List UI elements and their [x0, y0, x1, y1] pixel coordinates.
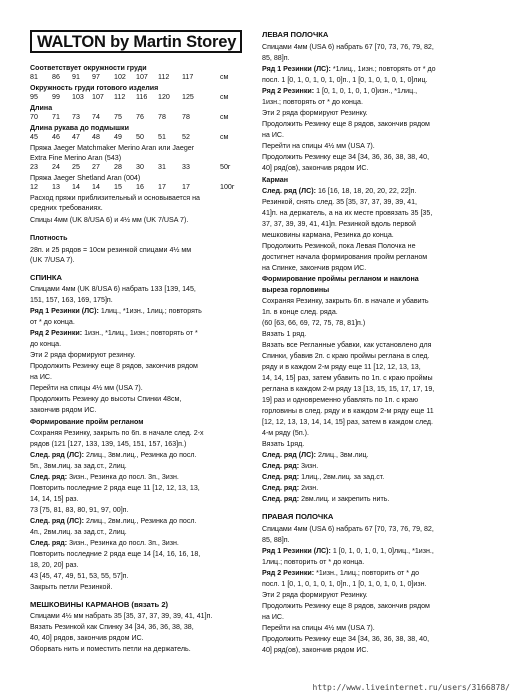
right-front-line: Эти 2 ряда формируют Резинку.	[262, 591, 368, 599]
pocket-line: Оборвать нить и поместить петли на держатель.	[30, 645, 191, 653]
raglan-line: 5п., 3вм.лиц. за зад.ст., 2лиц.	[30, 462, 127, 470]
size-cell: 49	[114, 133, 122, 141]
left-front-line: Продолжить Резинку еще 34 [34, 36, 36, 38, 38, 40,	[262, 153, 430, 161]
back-line: Перейти на спицы 4½ мм (USA 7).	[30, 384, 143, 392]
size-cell: 50	[136, 133, 144, 141]
size-cell: 47	[72, 133, 80, 141]
armhole-line: След. ряд: 1лиц., 2вм.лиц. за зад.ст.	[262, 473, 385, 481]
pocket-line: 37, 37, 39, 39, 41, 41]п. Резинкой вдоль первой	[262, 220, 416, 228]
armhole-line: Спинки, убавив 2п. с краю проймы реглана в след.	[262, 352, 430, 360]
pocket-line: достигнет начала формирования пройм регланом	[262, 253, 428, 261]
size-cell: 50г	[220, 163, 231, 171]
size-cell: 112	[158, 73, 170, 81]
left-front-line: 1изн.; повторять от * до конца.	[262, 98, 363, 106]
size-cell: 48	[92, 133, 100, 141]
size-cell: 74	[92, 113, 100, 121]
size-cell: 12	[30, 183, 38, 191]
left-front-line: Перейти на спицы 4½ мм (USA 7).	[262, 142, 375, 150]
raglan-heading: Формирование пройм регланом	[30, 418, 144, 426]
left-front-line: Спицами 4мм (USA 6) набрать 67 [70, 73, 76, 79, 82,	[262, 43, 434, 51]
size-cell: 112	[114, 93, 126, 101]
size-cell: 73	[72, 113, 80, 121]
gauge-line: 28п. и 25 рядов = 10см резинкой спицами 4½ мм	[30, 246, 192, 254]
size-cell: 17	[182, 183, 190, 191]
size-cell: 33	[182, 163, 190, 171]
sleeve-heading: Длина рукава до подмышки	[30, 124, 129, 132]
left-front-line: Эти 2 ряда формируют Резинку.	[262, 109, 368, 117]
size-cell: см	[220, 93, 229, 101]
armhole-line: (60 [63, 66, 69, 72, 75, 78, 81]п.)	[262, 319, 366, 327]
needles-line: Спицы 4мм (UK 8/USA 6) и 4½ мм (UK 7/USA 7).	[30, 216, 189, 224]
size-cell: 70	[30, 113, 38, 121]
back-line: закончив рядом ИС.	[30, 406, 97, 414]
size-cell: 120	[158, 93, 170, 101]
left-front-line: 40] ряд(ов), закончив рядом ИС.	[262, 164, 369, 172]
armhole-line: След. ряд: 2изн.	[262, 484, 319, 492]
right-front-line: 40] ряд(ов), закончив рядом ИС.	[262, 646, 369, 654]
right-front-line: Ряд 2 Резинки: *1изн., 1лиц.; повторить от * до	[262, 569, 420, 577]
raglan-line: 43 [45, 47, 49, 51, 53, 55, 57]п.	[30, 572, 129, 580]
armhole-line: горловины в след. ряду и в каждом 2-м ряду еще 11	[262, 407, 434, 415]
size-cell: 45	[30, 133, 38, 141]
pocket-line: мешковины кармана, Резинка до конца.	[262, 231, 394, 239]
size-cell: 13	[52, 183, 60, 191]
size-cell: 99	[52, 93, 60, 101]
back-line: Ряд 2 Резинки: 1изн., *1лиц., 1изн.; повторять от *	[30, 329, 198, 337]
size-cell: см	[220, 113, 229, 121]
raglan-line: Сохраняя Резинку, закрыть по 6п. в начале след. 2-х	[30, 429, 204, 437]
armhole-line: 19] раз и одновременно убавлять по 1п. с краю	[262, 396, 419, 404]
size-cell: 86	[52, 73, 60, 81]
right-front-line: Ряд 1 Резинки (ЛС): 1 [0, 1, 0, 1, 0, 1, 0]лиц., *1изн.,	[262, 547, 434, 555]
pocket-line: След. ряд (ЛС): 16 [16, 18, 18, 20, 20, 22, 22]п.	[262, 187, 417, 195]
pocket-line: 40, 40] рядов, закончив рядом ИС.	[30, 634, 144, 642]
size-cell: 95	[30, 93, 38, 101]
raglan-line: Повторить последние 2 ряда еще 14 [14, 16, 16, 18,	[30, 550, 201, 558]
bust-heading: Окружность груди готового изделия	[30, 84, 159, 92]
size-cell: 31	[158, 163, 166, 171]
armhole-line: 1п. в конце след. ряда.	[262, 308, 338, 316]
armhole-line: След. ряд: 2вм.лиц. и закрепить нить.	[262, 495, 390, 503]
size-cell: 25	[72, 163, 80, 171]
armhole-heading: Формирование проймы регланом и наклона	[262, 275, 419, 283]
size-cell: 46	[52, 133, 60, 141]
left-front-line: 85, 88]п.	[262, 54, 290, 62]
size-cell: 24	[52, 163, 60, 171]
size-cell: 97	[92, 73, 100, 81]
raglan-line: 73 [75, 81, 83, 80, 91, 97, 00]п.	[30, 506, 129, 514]
armhole-line: реглана в каждом 2-м ряду 13 [13, 15, 15, 17, 17, 19,	[262, 385, 435, 393]
source-url[interactable]: http://www.liveinternet.ru/users/3166878/	[312, 683, 510, 692]
pocket-line: Вязать Резинкой как Спинку 34 [34, 36, 36, 38, 38,	[30, 623, 194, 631]
raglan-line: 4п., 2вм.лиц. за зад.ст., 2лиц.	[30, 528, 127, 536]
back-line: на ИС.	[30, 373, 53, 381]
size-cell: 117	[182, 73, 194, 81]
back-heading: СПИНКА	[30, 273, 63, 282]
left-front-line: на ИС.	[262, 131, 285, 139]
armhole-line: Сохраняя Резинку, закрыть 6п. в начале и убавить	[262, 297, 429, 305]
right-front-heading: ПРАВАЯ ПОЛОЧКА	[262, 512, 334, 521]
note-line: средних требованиях.	[30, 204, 103, 212]
length-heading: Длина	[30, 104, 53, 112]
left-front-heading: ЛЕВАЯ ПОЛОЧКА	[262, 30, 329, 39]
raglan-line: 14, 14, 15] раз.	[30, 495, 79, 503]
size-cell: 91	[72, 73, 80, 81]
yarn2-line: Пряжа Jaeger Shetland Aran (004)	[30, 174, 141, 182]
right-front-line: Продолжить Резинку еще 8 рядов, закончив рядом	[262, 602, 430, 610]
back-line: Эти 2 ряда формируют резинку.	[30, 351, 136, 359]
pattern-title: WALTON by Martin Storey	[37, 33, 237, 51]
sizes-heading: Соответствует окружности груди	[30, 64, 147, 72]
size-cell: 14	[72, 183, 80, 191]
armhole-heading: выреза горловины	[262, 286, 330, 294]
size-cell: 116	[136, 93, 148, 101]
size-cell: 14	[92, 183, 100, 191]
yarn1-line: Пряжа Jaeger Matchmaker Merino Aran или Jaeger	[30, 144, 195, 152]
size-cell: 125	[182, 93, 194, 101]
raglan-line: След. ряд (ЛС): 2лиц., 3вм.лиц., Резинка до посл.	[30, 451, 197, 459]
gauge-line: (UK 7/USA 7).	[30, 256, 75, 264]
size-cell: 23	[30, 163, 38, 171]
right-front-line: Спицами 4мм (USA 6) набрать 67 [70, 73, 76, 79, 82,	[262, 525, 434, 533]
left-front-line: Ряд 1 Резинки (ЛС): *1лиц., 1изн.; повторять от * до	[262, 65, 436, 73]
back-line: Продолжить Резинку еще 8 рядов, закончив рядом	[30, 362, 198, 370]
raglan-line: След. ряд (ЛС): 2лиц., 2вм.лиц., Резинка до посл.	[30, 517, 197, 525]
size-cell: 17	[158, 183, 166, 191]
yarn1-line: Extra Fine Merino Aran (543)	[30, 154, 122, 162]
back-line: 151, 157, 163, 169, 175]п.	[30, 296, 113, 304]
size-cell: 103	[72, 93, 84, 101]
pocket-line: Продолжить Резинкой, пока Левая Полочка не	[262, 242, 416, 250]
size-cell: 51	[158, 133, 166, 141]
right-front-line: на ИС.	[262, 613, 285, 621]
raglan-line: Повторить последние 2 ряда еще 11 [12, 12, 13, 13,	[30, 484, 200, 492]
armhole-line: ряду и в каждом 2-м ряду еще 11 [12, 12, 13, 13,	[262, 363, 421, 371]
raglan-line: рядов (121 [127, 133, 139, 145, 151, 157, 163]п.)	[30, 440, 187, 448]
pocket-subheading: Карман	[262, 176, 288, 184]
pocket-line: на Спинке, закончив рядом ИС.	[262, 264, 367, 272]
size-cell: 28	[114, 163, 122, 171]
left-front-line: Ряд 2 Резинки: 1 [0, 1, 0, 1, 0, 1, 0]изн., *1лиц.,	[262, 87, 418, 95]
pocket-line: Спицами 4½ мм набрать 35 [35, 37, 37, 39, 39, 41, 41]п.	[30, 612, 213, 620]
raglan-line: 18, 20, 20] раз.	[30, 561, 79, 569]
right-front-line: 1лиц.; повторить от * до конца.	[262, 558, 365, 566]
size-cell: 16	[136, 183, 144, 191]
back-line: от * до конца.	[30, 318, 75, 326]
armhole-line: Вязать 1ряд.	[262, 440, 305, 448]
size-cell: см	[220, 133, 229, 141]
left-front-line: посл. 1 [0, 1, 0, 1, 0, 1, 0]п., 1 [0, 1, 0, 1, 0, 1, 0]лиц.	[262, 76, 428, 84]
size-cell: 81	[30, 73, 38, 81]
armhole-line: [12, 12, 13, 13, 14, 14, 15] раз, затем в каждом след.	[262, 418, 434, 426]
raglan-line: След. ряд: 3изн., Резинка до посл. 3п., 3изн.	[30, 539, 179, 547]
size-cell: 107	[92, 93, 104, 101]
right-front-line: 85, 88]п.	[262, 536, 290, 544]
pocket-heading: МЕШКОВИНЫ КАРМАНОВ (вязать 2)	[30, 600, 169, 609]
size-cell: см	[220, 73, 229, 81]
left-front-line: Продолжить Резинку еще 8 рядов, закончив рядом	[262, 120, 430, 128]
right-front-line: посл. 1 [0, 1, 0, 1, 0, 1, 0]п., 1 [0, 1, 0, 1, 0, 1, 0]изн.	[262, 580, 427, 588]
size-cell: 102	[114, 73, 126, 81]
armhole-line: Вязать 1 ряд.	[262, 330, 307, 338]
size-cell: 30	[136, 163, 144, 171]
raglan-line: Закрыть петли Резинкой.	[30, 583, 113, 591]
size-cell: 27	[92, 163, 100, 171]
size-cell: 107	[136, 73, 148, 81]
back-line: Продолжить Резинку до высоты Спинки 48см,	[30, 395, 182, 403]
size-cell: 76	[136, 113, 144, 121]
right-front-line: Продолжить Резинку еще 34 [34, 36, 36, 38, 38, 40,	[262, 635, 430, 643]
back-line: Ряд 1 Резинки (ЛС): 1лиц., *1изн., 1лиц.; повторять	[30, 307, 202, 315]
pocket-line: 41]п. на держатель, а на их месте провязать 35 [35,	[262, 209, 433, 217]
size-cell: 15	[114, 183, 122, 191]
armhole-line: 14, 14, 15] раз, затем убавить по 1п. с краю проймы	[262, 374, 433, 382]
size-cell: 52	[182, 133, 190, 141]
pattern-title-box	[30, 30, 242, 53]
armhole-line: След. ряд (ЛС): 2лиц., 3вм.лиц.	[262, 451, 369, 459]
right-front-line: Перейти на спицы 4½ мм (USA 7).	[262, 624, 375, 632]
raglan-line: След. ряд: 3изн., Резинка до посл. 3п., 3изн.	[30, 473, 179, 481]
size-cell: 78	[158, 113, 166, 121]
size-cell: 75	[114, 113, 122, 121]
armhole-line: След. ряд: 3изн.	[262, 462, 319, 470]
pocket-line: Резинкой, снять след. 35 [35, 37, 37, 39, 39, 41,	[262, 198, 418, 206]
note-line: Расход пряжи приблизительный и основывается на	[30, 194, 200, 202]
armhole-line: Вязать все Регланные убавки, как установлено для	[262, 341, 432, 349]
gauge-heading: Плотность	[30, 234, 68, 242]
size-cell: 78	[182, 113, 190, 121]
armhole-line: 4-м ряду (5п.).	[262, 429, 309, 437]
back-line: до конца.	[30, 340, 62, 348]
back-line: Спицами 4мм (UK 8/USA 6) набрать 133 [139, 145,	[30, 285, 196, 293]
size-cell: 71	[52, 113, 60, 121]
size-cell: 100г	[220, 183, 235, 191]
